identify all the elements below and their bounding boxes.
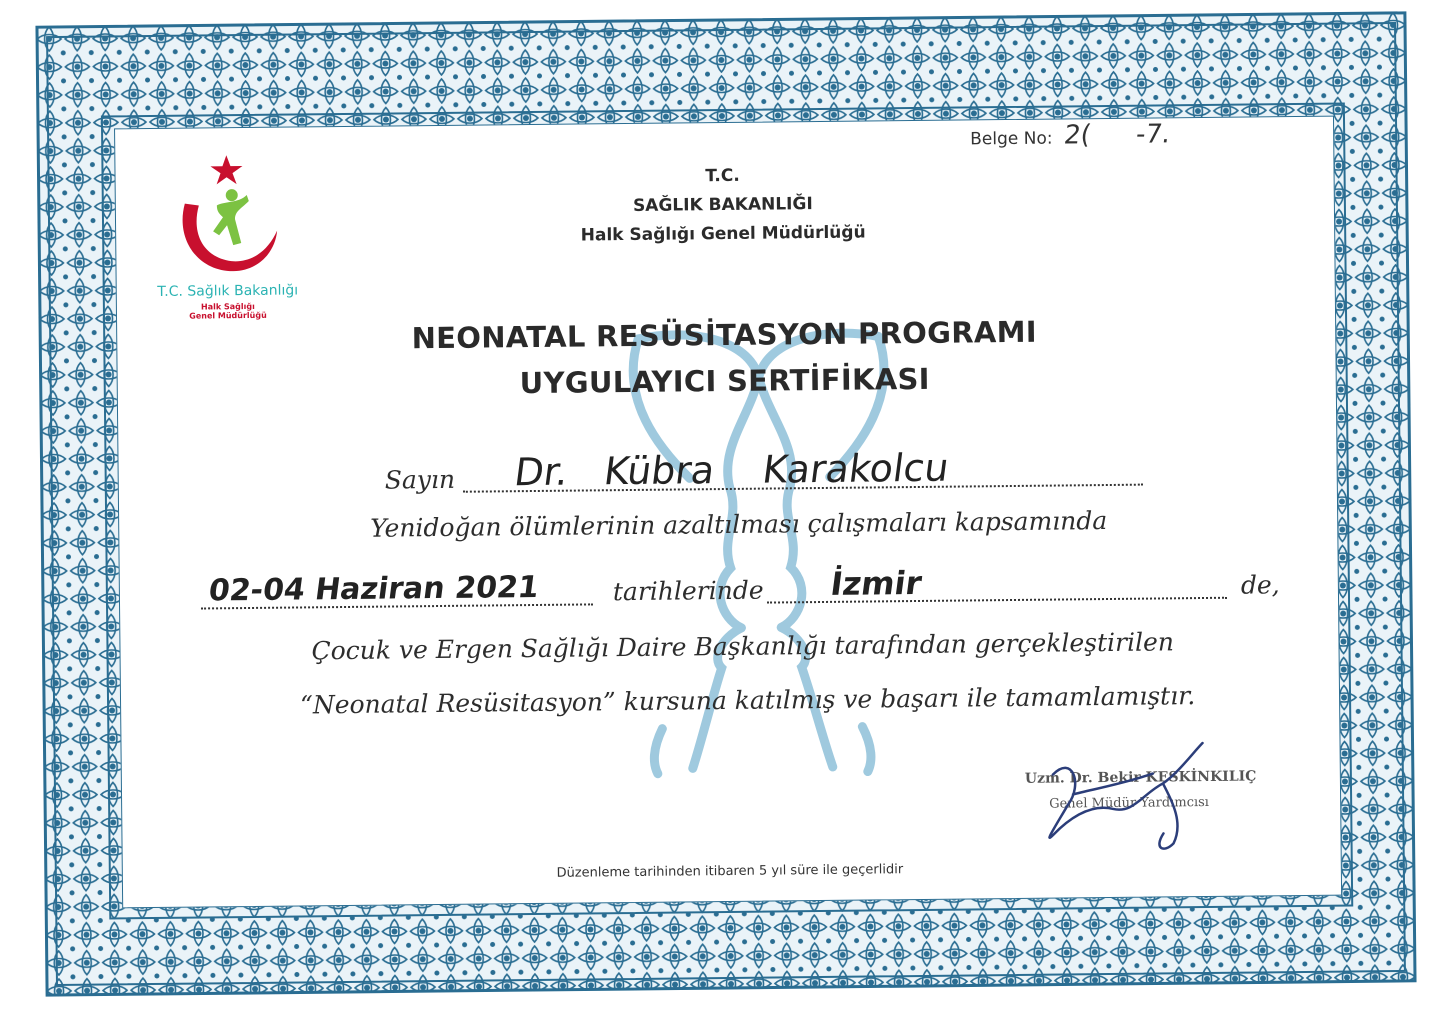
logo-sub1: Halk Sağlığı [200, 301, 255, 312]
logo-sub2: Genel Müdürlüğü [189, 310, 267, 321]
document-number-value-2: -7. [1134, 119, 1173, 150]
certificate-title-line1: NEONATAL RESÜSİTASYON PROGRAMI [411, 314, 1038, 356]
header-directorate: Halk Sağlığı Genel Müdürlüğü [580, 222, 866, 246]
course-place: İzmir [828, 563, 924, 603]
body-line4: Çocuk ve Ergen Sağlığı Daire Başkanlığı tarafından gerçekleştirilen [311, 627, 1175, 666]
body-line5: “Neonatal Resüsitasyon” kursuna katılmış ve başarı ile tamamlamıştır. [299, 681, 1196, 720]
certificate-title-line2: UYGULAYICI SERTİFİKASI [519, 361, 930, 401]
signature-block [1012, 733, 1257, 865]
validity-footer: Düzenleme tarihinden itibaren 5 yıl süre ile geçerlidir [556, 862, 904, 881]
recipient-line [384, 443, 1204, 502]
recipient-name: Dr. Kübra Karakolcu [511, 445, 952, 495]
handwritten-signature-icon [1012, 733, 1243, 865]
document-number-label: Belge No: [970, 128, 1053, 150]
body-line2: Yenidoğan ölümlerinin azaltılması çalışmaları kapsamında [370, 506, 1108, 543]
certificate [35, 11, 1417, 997]
sayin-label: Sayın [384, 464, 456, 495]
tarihlerinde-label: tarihlerinde [612, 575, 764, 607]
de-label: de, [1240, 570, 1280, 600]
header-ministry: SAĞLIK BAKANLIĞI [632, 194, 813, 216]
signatory-title: Genel Müdür Yardımcısı [1049, 794, 1210, 812]
document-number-value-1: 2( [1061, 120, 1093, 151]
signatory-name: Uzm. Dr. Bekir KESKİNKILIÇ [1024, 768, 1257, 787]
logo-name: T.C. Sağlık Bakanlığı [157, 282, 299, 300]
document-number [970, 119, 1173, 151]
course-dates: 02-04 Haziran 2021 [206, 569, 541, 609]
header-tc: T.C. [705, 165, 740, 187]
